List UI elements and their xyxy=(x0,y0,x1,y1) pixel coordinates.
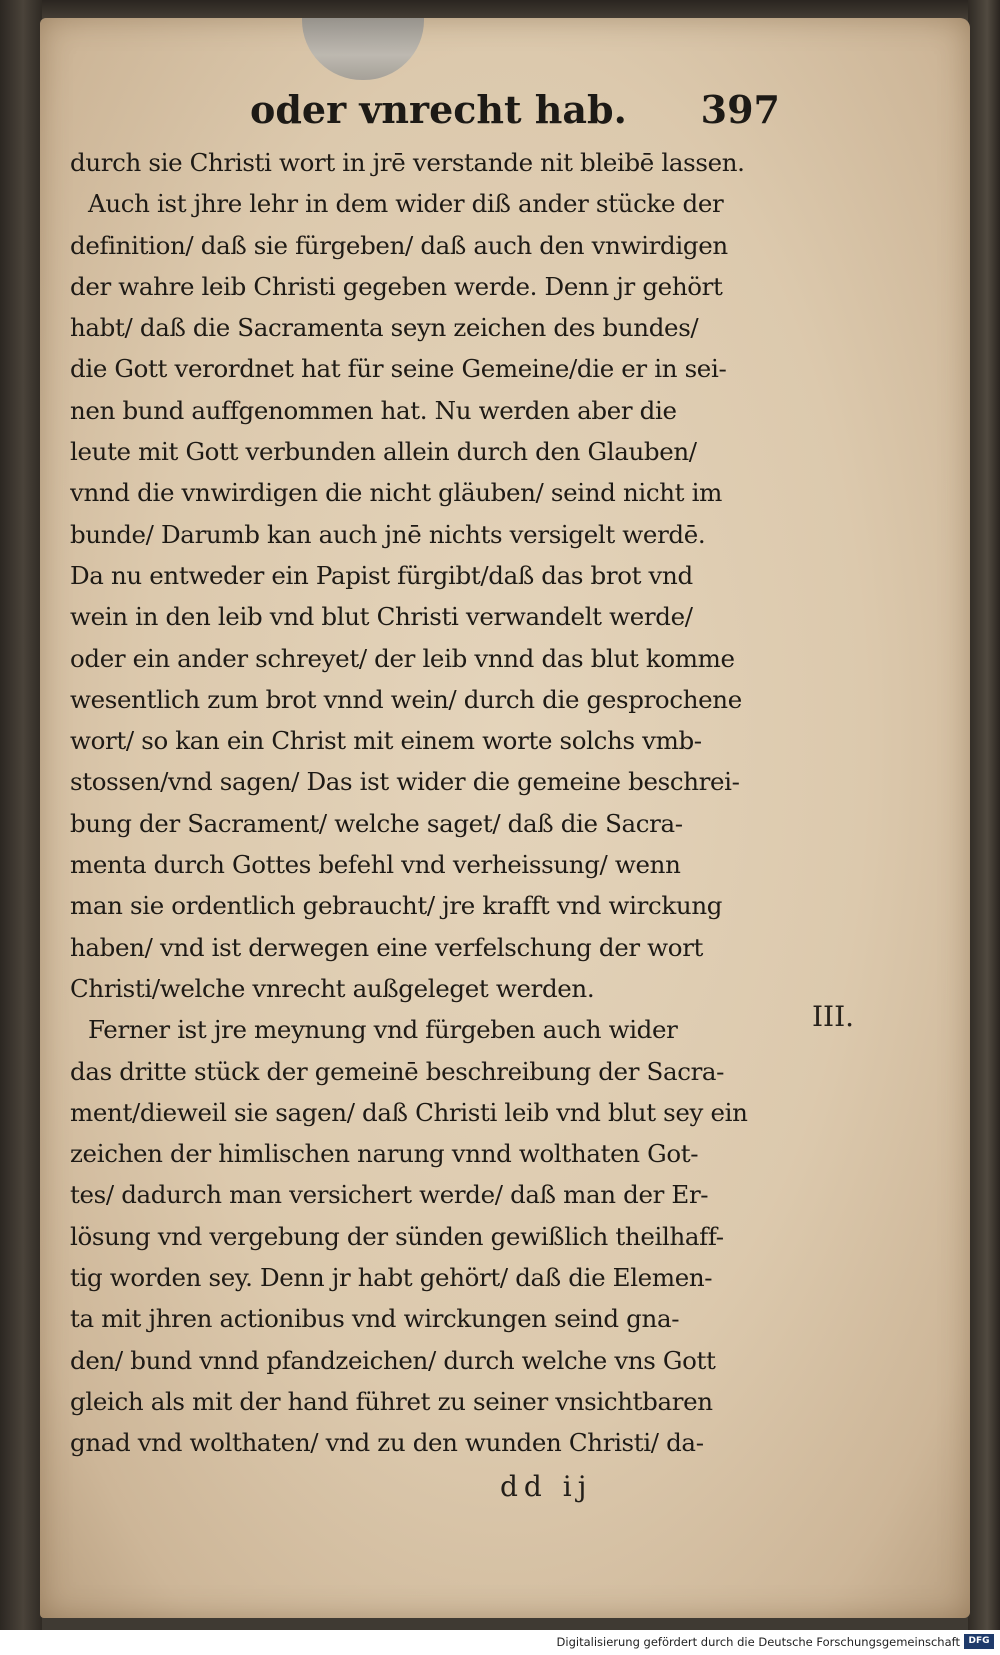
text-line: den/ bund vnnd pfandzeichen/ durch welche vns Gott xyxy=(70,1345,716,1375)
text-line: Auch ist jhre lehr in dem wider diß ander stücke der xyxy=(88,189,724,219)
text-line: ment/dieweil sie sagen/ daß Christi leib vnd blut sey ein xyxy=(70,1097,748,1127)
text-line: tig worden sey. Denn jr habt gehört/ daß die Elemen- xyxy=(70,1263,713,1293)
text-line: Ferner ist jre meynung vnd fürgeben auch wider xyxy=(88,1015,678,1045)
running-header xyxy=(250,82,780,138)
text-line: gnad vnd wolthaten/ vnd zu den wunden Christi/ da- xyxy=(70,1428,704,1458)
text-line: oder ein ander schreyet/ der leib vnnd das blut komme xyxy=(70,643,735,673)
text-line: leute mit Gott verbunden allein durch den Glauben/ xyxy=(70,437,697,467)
running-title: oder vnrecht hab. xyxy=(250,87,627,132)
text-line: bunde/ Darumb kan auch jnē nichts versigelt werdē. xyxy=(70,519,706,549)
text-line: Christi/welche vnrecht außgeleget werden. xyxy=(70,973,595,1003)
binding-board-left xyxy=(0,0,42,1630)
text-line: habt/ daß die Sacramenta seyn zeichen des bundes/ xyxy=(70,313,699,343)
text-line: bung der Sacrament/ welche saget/ daß die Sacra- xyxy=(70,808,683,838)
text-line: die Gott verordnet hat für seine Gemeine/die er in sei- xyxy=(70,354,727,384)
text-line: gleich als mit der hand führet zu seiner vnsichtbaren xyxy=(70,1386,713,1416)
signature-mark: dd ij xyxy=(500,1470,593,1503)
text-line: tes/ dadurch man versichert werde/ daß man der Er- xyxy=(70,1180,709,1210)
body-text xyxy=(70,142,780,1464)
text-line: nen bund auffgenommen hat. Nu werden aber die xyxy=(70,395,677,425)
text-line: lösung vnd vergebung der sünden gewißlich theilhaff- xyxy=(70,1221,724,1251)
text-line: vnnd die vnwirdigen die nicht gläuben/ seind nicht im xyxy=(70,478,722,508)
text-line: Da nu entweder ein Papist fürgibt/daß das brot vnd xyxy=(70,560,693,590)
text-line: zeichen der himlischen narung vnnd wolthaten Got- xyxy=(70,1139,699,1169)
page-number: 397 xyxy=(700,87,780,132)
text-line: man sie ordentlich gebraucht/ jre krafft vnd wirckung xyxy=(70,891,723,921)
page-clip xyxy=(302,18,424,80)
text-line: definition/ daß sie fürgeben/ daß auch den vnwirdigen xyxy=(70,230,728,260)
text-line: das dritte stück der gemeinē beschreibung der Sacra- xyxy=(70,1056,725,1086)
text-line: menta durch Gottes befehl vnd verheissung/ wenn xyxy=(70,850,681,880)
binding-board-right xyxy=(968,0,1000,1630)
text-line: wein in den leib vnd blut Christi verwandelt werde/ xyxy=(70,602,693,632)
text-line: durch sie Christi wort in jrē verstande nit bleibē lassen. xyxy=(70,148,745,177)
dfg-logo: DFG xyxy=(964,1634,994,1649)
footer-bar xyxy=(0,1630,1000,1655)
text-line: stossen/vnd sagen/ Das ist wider die gemeine beschrei- xyxy=(70,767,740,797)
text-line: ta mit jhren actionibus vnd wirckungen seind gna- xyxy=(70,1304,680,1334)
text-line: wort/ so kan ein Christ mit einem worte solchs vmb- xyxy=(70,726,702,756)
margin-note: III. xyxy=(812,1000,855,1033)
text-line: der wahre leib Christi gegeben werde. Denn jr gehört xyxy=(70,271,723,301)
text-line: haben/ vnd ist derwegen eine verfelschung der wort xyxy=(70,932,704,962)
text-line: wesentlich zum brot vnnd wein/ durch die gesprochene xyxy=(70,684,742,714)
funding-credit: Digitalisierung gefördert durch die Deutsche Forschungsgemeinschaft xyxy=(556,1635,960,1649)
